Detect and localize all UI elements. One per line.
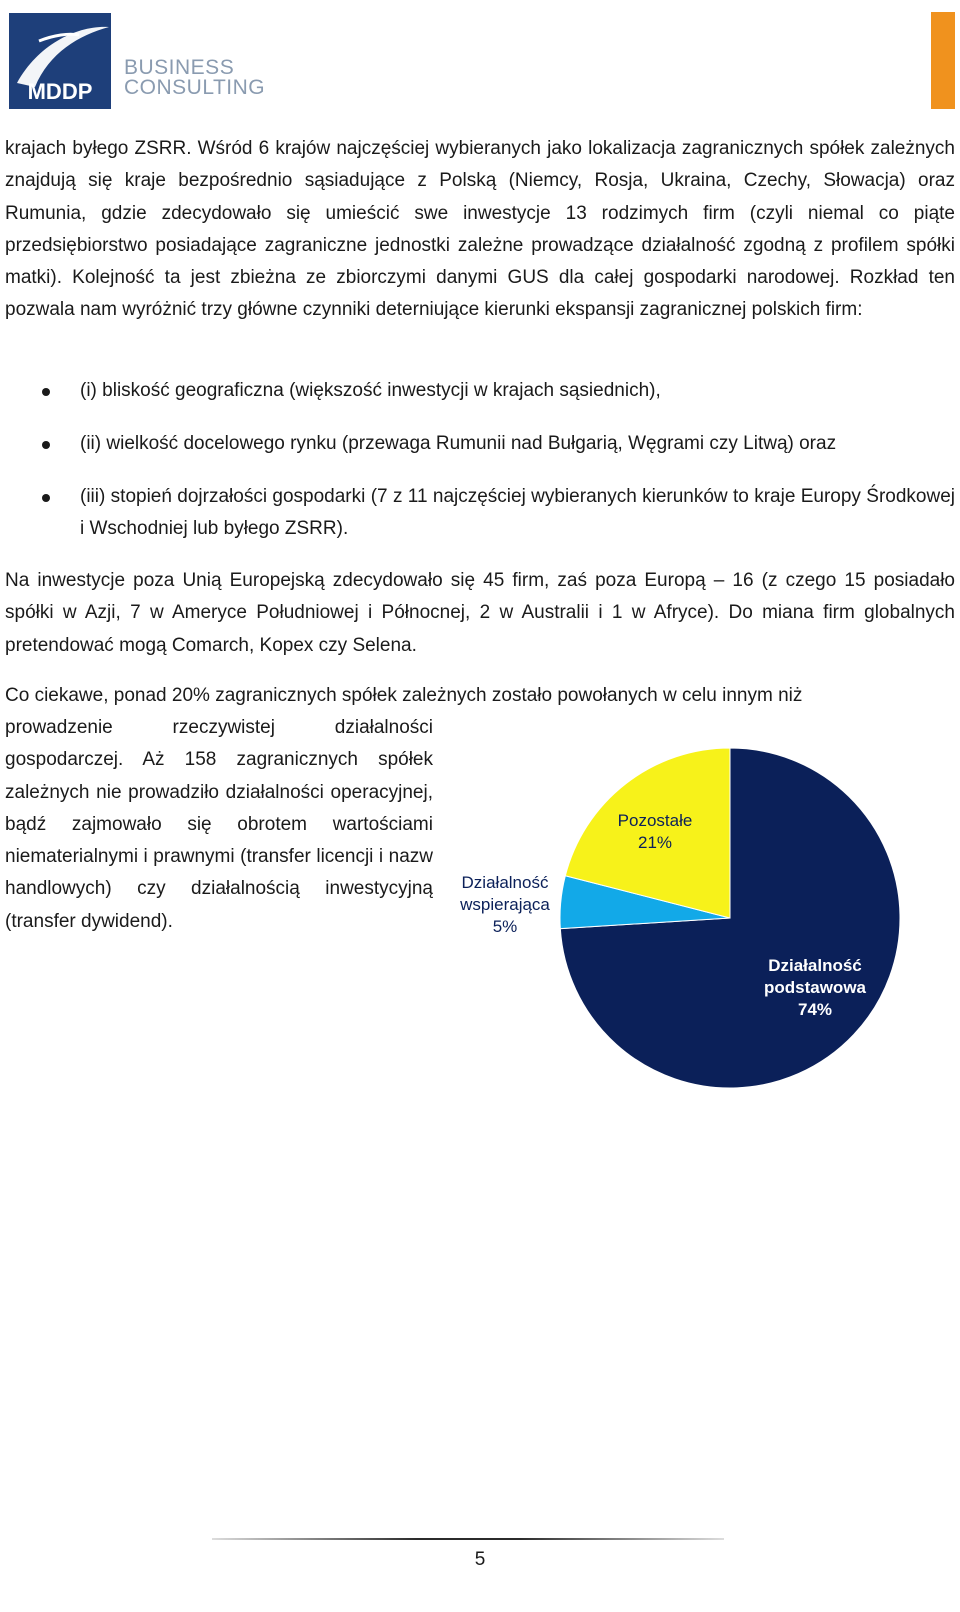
header-accent-bar — [931, 12, 955, 109]
bullet-dot-icon — [42, 388, 50, 396]
logo-consulting-text: CONSULTING — [124, 76, 266, 99]
bullet-text: (iii) stopień dojrzałości gospodarki (7 z 11 najczęściej wybieranych kierunków to kraje Europy Środkowej i Wschodniej lub byłego ZSRR). — [80, 486, 955, 540]
paragraph-1: krajach byłego ZSRR. Wśród 6 krajów najczęściej wybieranych jako lokalizacja zagranicznych spółek zależnych znajdują się kraje bezpośrednio sąsiadujące z Polską (Niemcy, Rosja, Ukraina, Czechy, Słowacja) oraz Rumunia, gdzie zdecydowało się umieścić swe inwestycje 13 rodzimych firm (czyli niemal co piąte przedsiębiorstwo posiadające zagraniczne jednostki zależne prowadzące działalność zgodną z profilem spółki matki). Kolejność ta jest zbieżna ze zbiorczymi danymi GUS dla całej gospodarki narodowej. Rozkład ten pozwala nam wyróżnić trzy główne czynniki deterniujące kierunki ekspansji zagranicznej polskich firm: — [5, 138, 955, 321]
paragraph-3-body: prowadzenie rzeczywistej działalności gospodarczej. Aż 158 zagranicznych spółek zależnych nie prowadziło działalności operacyjnej, bądź zajmowało się obrotem wartościami niematerialnymi i prawnymi (transfer licencji i nazw handlowych) czy działalnością inwestycyjną (transfer dywidend). — [5, 717, 433, 932]
bullet-dot-icon — [42, 441, 50, 449]
bullet-text: (ii) wielkość docelowego rynku (przewaga Rumunii nad Bułgarią, Węgrami czy Litwą) oraz — [80, 433, 837, 454]
company-logo — [9, 13, 111, 109]
paragraph-2: Na inwestycje poza Unią Europejską zdecydowało się 45 firm, zaś poza Europą – 16 (z czego 15 posiadało spółki w Azji, 7 w Ameryce Południowej i Północnej, 2 w Australii i 1 w Afryce). Do miana firm globalnych pretendować mogą Comarch, Kopex czy Selena. — [5, 570, 955, 656]
slice-label-wspierajaca: Działalność wspierająca 5% — [460, 873, 550, 936]
pie-chart — [460, 748, 930, 1098]
slice-label-podstawowa: Działalność podstawowa 74% — [763, 956, 866, 1019]
logo-tagline — [124, 58, 265, 98]
paragraph-3-lead: Co ciekawe, ponad 20% zagranicznych spółek zależnych zostało powołanych w celu innym niż — [5, 685, 803, 706]
logo-business-text: BUSINESS — [124, 56, 235, 79]
page-number: 5 — [474, 1549, 486, 1570]
logo-wordmark: MDDP — [27, 79, 93, 104]
slice-label-pozostale: Pozostałe 21% — [617, 811, 693, 852]
footer-divider — [212, 1538, 724, 1540]
bullet-dot-icon — [42, 494, 50, 502]
bullet-text: (i) bliskość geograficzna (większość inwestycji w krajach sąsiednich), — [80, 380, 661, 401]
